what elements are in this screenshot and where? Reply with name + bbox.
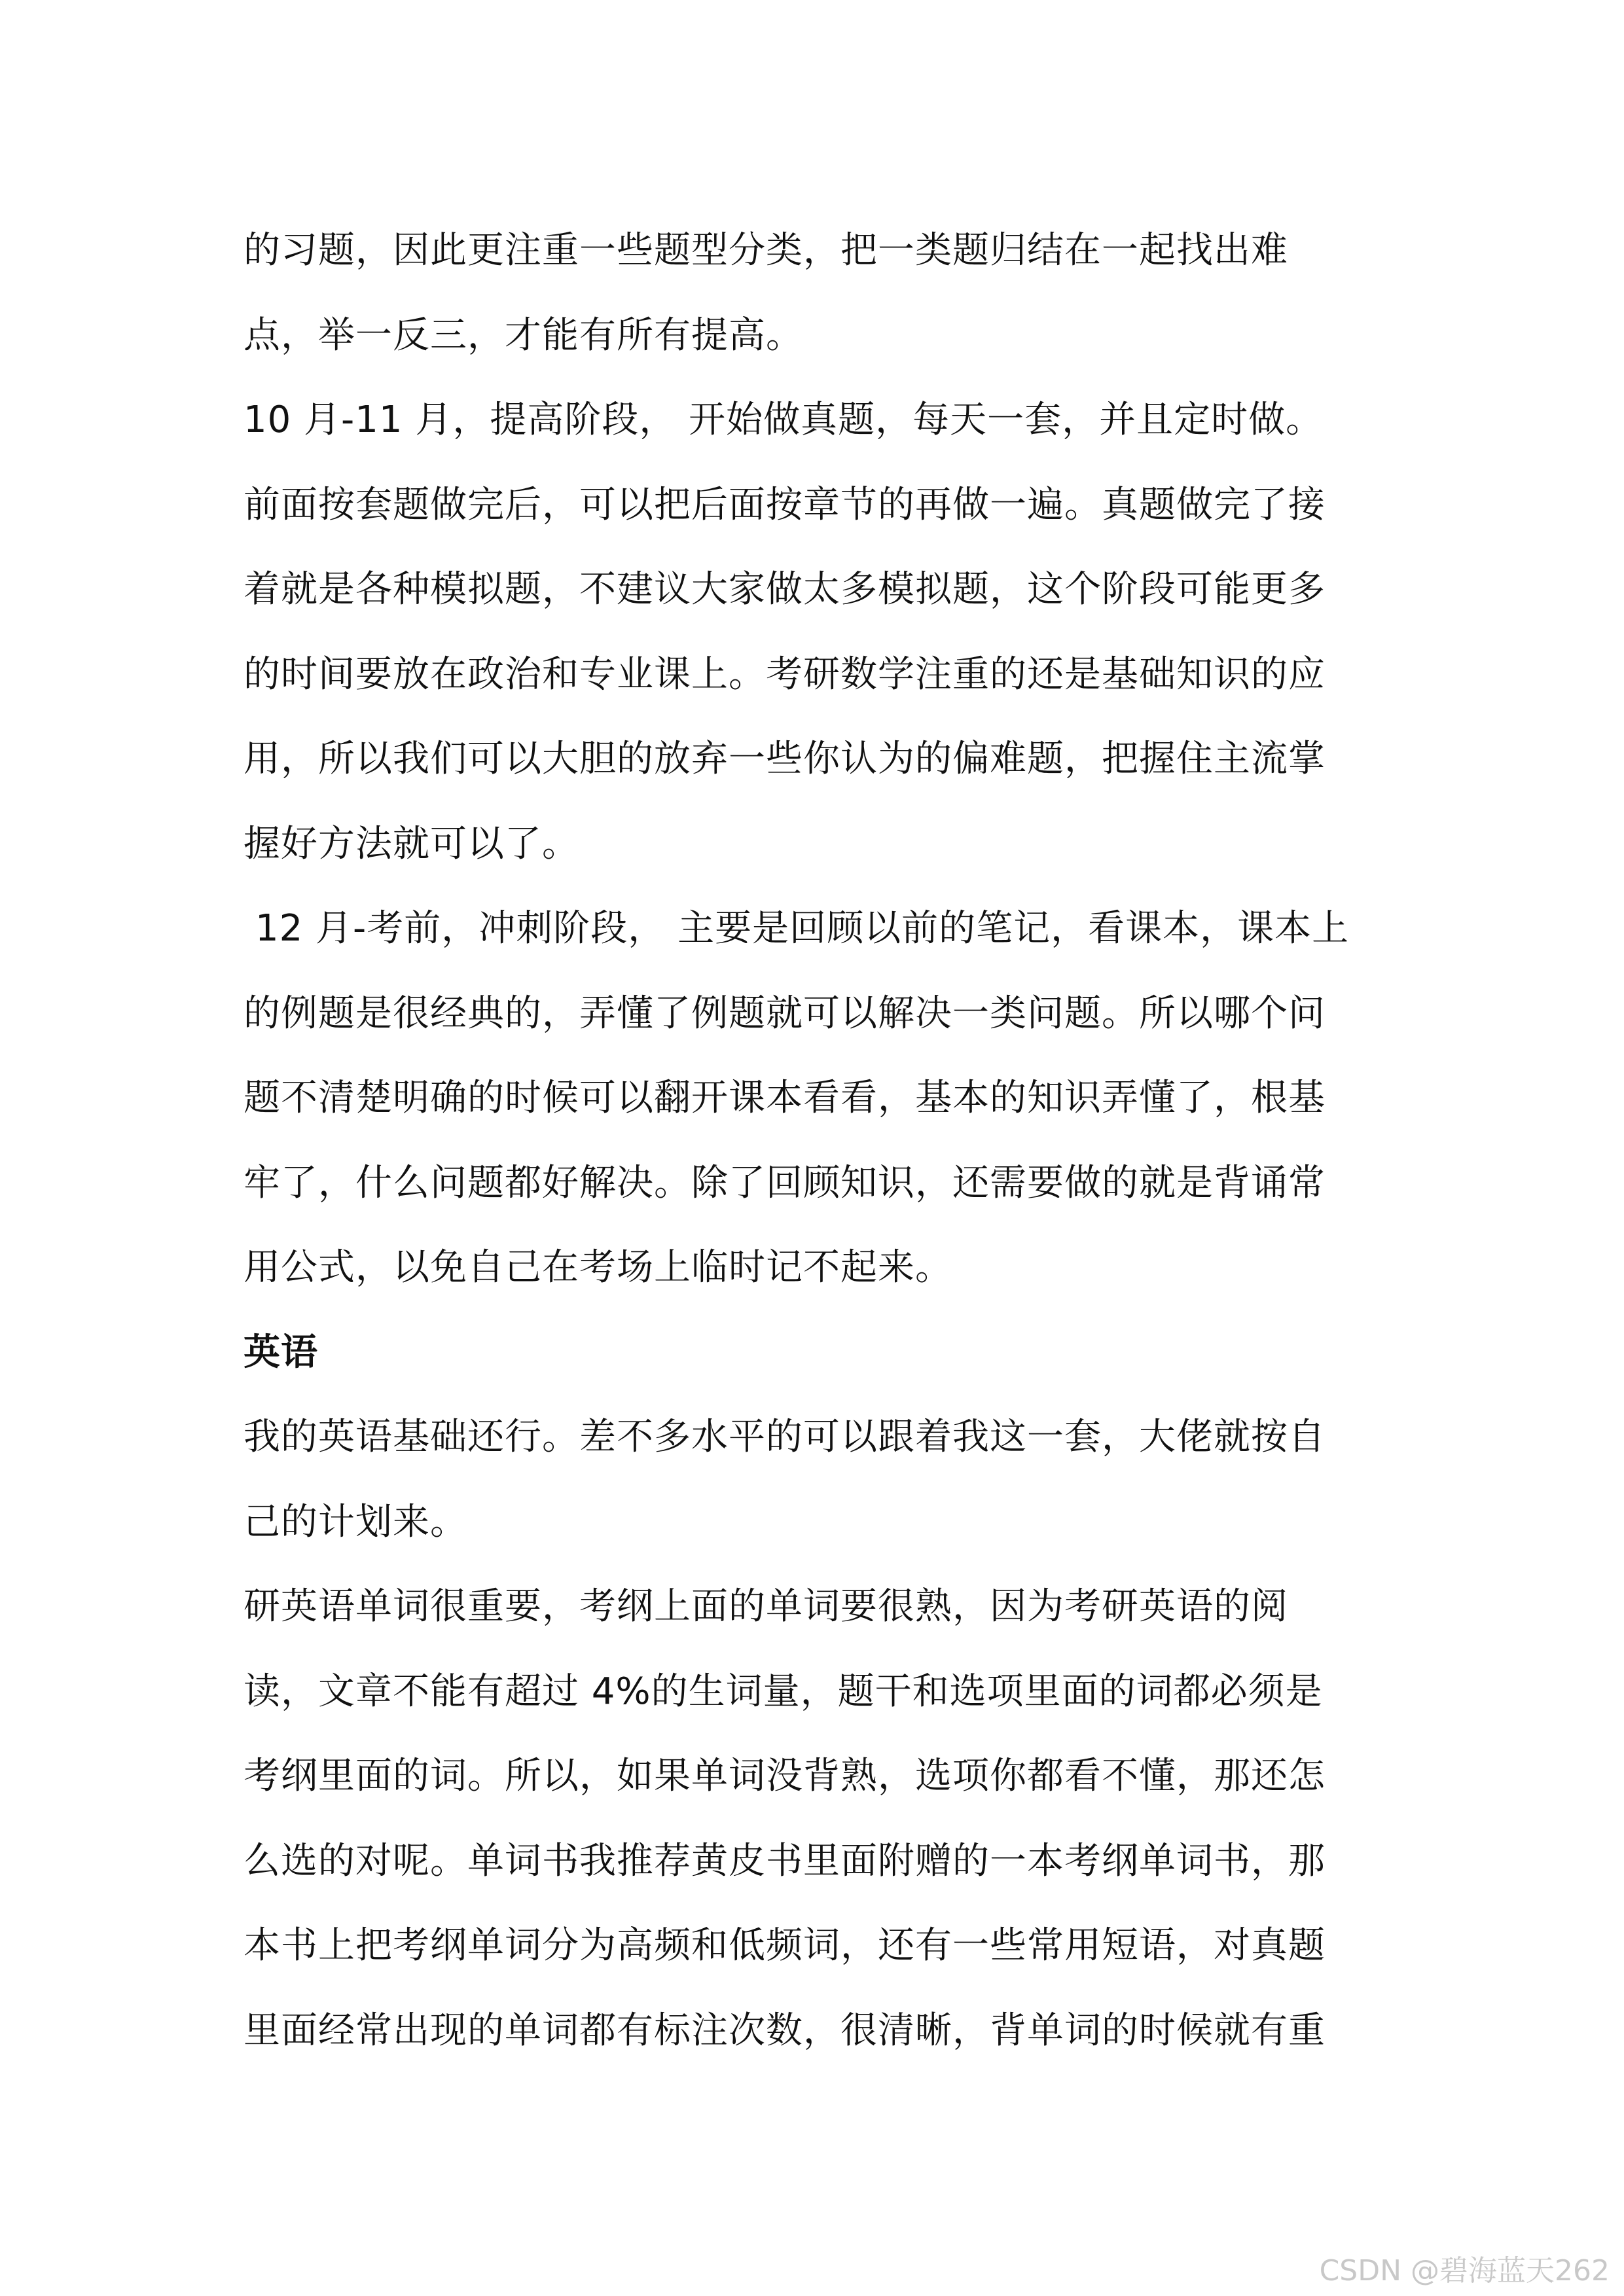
text-line: 的例题是很经典的，弄懂了例题就可以解决一类问题。所以哪个问 — [244, 992, 1326, 1035]
csdn-watermark: CSDN @碧海蓝天262 — [1319, 2254, 1610, 2287]
text-line: 着就是各种模拟题，不建议大家做太多模拟题，这个阶段可能更多 — [244, 568, 1326, 611]
section-heading-english: 英语 — [244, 1331, 318, 1374]
text-line: 里面经常出现的单词都有标注次数，很清晰，背单词的时候就有重 — [244, 2009, 1326, 2052]
document-body — [244, 208, 1409, 2073]
text-line: 牢了，什么问题都好解决。除了回顾知识，还需要做的就是背诵常 — [244, 1161, 1326, 1204]
text-line: 10 月-11 月，提高阶段， 开始做真题，每天一套，并且定时做。 — [244, 399, 1324, 441]
text-line: 么选的对呢。单词书我推荐黄皮书里面附赠的一本考纲单词书，那 — [244, 1839, 1326, 1882]
text-line: 12 月-考前，冲刺阶段， 主要是回顾以前的笔记，看课本，课本上 — [255, 907, 1350, 950]
text-line: 握好方法就可以了。 — [244, 822, 579, 865]
text-line: 的习题，因此更注重一些题型分类，把一类题归结在一起找出难 — [244, 229, 1288, 272]
text-line: 用公式，以免自己在考场上临时记不起来。 — [244, 1246, 952, 1289]
text-line: 题不清楚明确的时候可以翻开课本看看，基本的知识弄懂了，根基 — [244, 1077, 1326, 1119]
text-line: 本书上把考纲单词分为高频和低频词，还有一些常用短语，对真题 — [244, 1924, 1326, 1967]
text-line: 读，文章不能有超过 4%的生词量，题干和选项里面的词都必须是 — [244, 1670, 1323, 1713]
text-line: 研英语单词很重要，考纲上面的单词要很熟，因为考研英语的阅 — [244, 1585, 1288, 1628]
text-line: 我的英语基础还行。差不多水平的可以跟着我这一套，大佬就按自 — [244, 1416, 1326, 1458]
text-line: 的时间要放在政治和专业课上。考研数学注重的还是基础知识的应 — [244, 653, 1326, 696]
text-line: 考纲里面的词。所以，如果单词没背熟，选项你都看不懂，那还怎 — [244, 1755, 1326, 1797]
text-line: 己的计划来。 — [244, 1500, 467, 1543]
text-line: 前面按套题做完后，可以把后面按章节的再做一遍。真题做完了接 — [244, 483, 1326, 526]
text-line: 点，举一反三，才能有所有提高。 — [244, 314, 803, 357]
text-line: 用，所以我们可以大胆的放弃一些你认为的偏难题，把握住主流掌 — [244, 738, 1326, 780]
